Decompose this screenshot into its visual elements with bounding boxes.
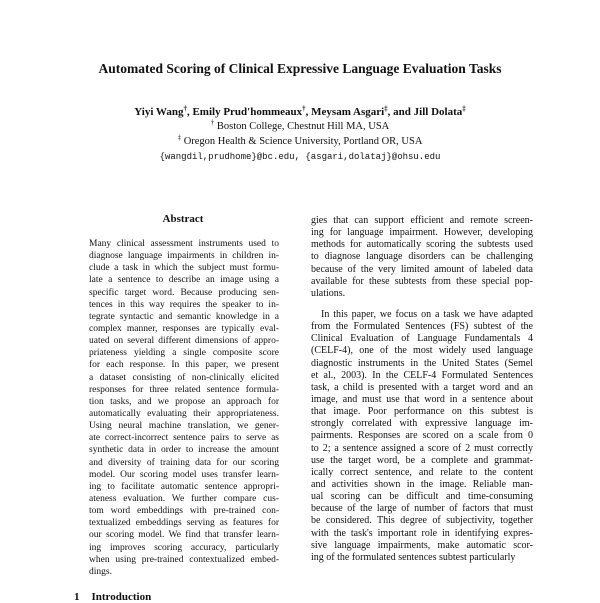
text-line: sive language impairments, make automatic scor-: [311, 539, 533, 551]
text-line: clude a task in which the subject must formu-: [89, 263, 279, 274]
text-line: because of the large of number of factors that must: [311, 503, 533, 515]
text-line: task, a child is presented with a target word and an: [311, 381, 533, 393]
abstract-heading: Abstract: [162, 213, 204, 225]
author-list: [0, 106, 600, 118]
text-line: ateness evaluation. We further compare cus-: [89, 493, 279, 504]
text-line: ual scoring can be difficult and time-consuming: [311, 491, 533, 503]
text-line: In this paper, we focus on a task we have adapted: [321, 308, 533, 320]
text-line: (CELF-4), one of the most widely used language: [311, 345, 533, 357]
introduction-continued-column: [311, 215, 533, 564]
text-line: diagnose language impairments in children in-: [89, 251, 279, 262]
text-line: textualized embeddings serving as features for: [89, 518, 279, 529]
text-line: methods for automatically scoring the subtests used: [311, 239, 533, 251]
affiliation-mark: †: [183, 104, 187, 113]
text-line: uated on several different dimensions of appro-: [89, 336, 279, 347]
text-line: pairments. Responses are scored on a scale from 0: [311, 430, 533, 442]
affiliation-boston-college: [0, 118, 600, 132]
text-line: automatically evaluating their appropriateness.: [89, 408, 279, 419]
text-line: specific target word. Because producing sen-: [89, 287, 279, 298]
affiliation-text: Oregon Health & Science University, Portland OR, USA: [181, 136, 423, 147]
affiliation-mark: ‡: [384, 104, 388, 113]
text-line: that image. Poor performance on this subtest is: [311, 406, 533, 418]
text-line: ically correct sentence, and relate to the content: [311, 466, 533, 478]
author-name: Jill Dolata: [413, 106, 463, 118]
text-line: tion tasks, and we propose an approach for: [89, 396, 279, 407]
section-heading-introduction: [74, 591, 151, 603]
text-line: a dataset consisting of non-clinically elicited: [89, 372, 279, 383]
author-name: Yiyi Wang: [134, 106, 184, 118]
text-line: priateness yielding a single composite score: [89, 348, 279, 359]
text-line: late a sentence to describe an image using a: [89, 275, 279, 286]
text-line: from the Formulated Sentences (FS) subtest of the: [311, 321, 533, 333]
text-line: Many clinical assessment instruments used to: [89, 239, 279, 249]
text-line: be considered. This degree of subjectivity, together: [311, 515, 533, 527]
text-line: strongly correlated with expressive language im-: [311, 418, 533, 430]
affiliation-mark: ‡: [462, 104, 466, 113]
text-line: image, and must use that word in a sentence about: [311, 393, 533, 405]
text-line: tegrate syntactic and semantic knowledge in a: [89, 311, 279, 322]
text-line: tom word embeddings with pre-trained con-: [89, 506, 279, 517]
section-number: 1: [74, 591, 80, 603]
text-line: ulations.: [311, 287, 346, 299]
author-emails: {wangdil,prudhome}@bc.edu, {asgari,dolataj}@ohsu.edu: [159, 152, 441, 162]
text-line: and diversity of training data for our scoring: [89, 457, 279, 468]
text-line: dings.: [89, 566, 112, 577]
author-separator: , and: [387, 106, 414, 118]
affiliation-mark: †: [302, 104, 306, 113]
author-separator: ,: [305, 106, 312, 118]
text-line: to 2; a sentence assigned a score of 2 must correctly: [311, 442, 533, 454]
author-name: Meysam Asgari: [311, 106, 385, 118]
text-line: and activities shown in the image. Reliable man-: [311, 478, 533, 490]
affiliation-mark: †: [210, 118, 215, 127]
affiliation-mark: ‡: [177, 133, 182, 142]
text-line: diagnostic instruments in the United States (Semel: [311, 357, 533, 369]
paragraph: [311, 215, 533, 300]
text-line: ing of the formulated sentences subtest particularly: [311, 551, 516, 563]
text-line: use the target word, be a complete and grammat-: [311, 454, 533, 466]
text-line: ate correct-incorrect sentence pairs to serve as: [89, 433, 279, 444]
paragraph: [311, 309, 533, 564]
text-line: et al., 2003). In the CELF-4 Formulated Sentences: [311, 369, 533, 381]
text-line: Clinical Evaluation of Language Fundamentals 4: [311, 333, 533, 345]
text-line: with the task's important role in identifying expres-: [311, 527, 533, 539]
text-line: for each response. In this paper, we present: [89, 360, 279, 371]
affiliation-text: Boston College, Chestnut Hill MA, USA: [214, 121, 390, 132]
text-line: responses for three related sentence formula-: [89, 384, 279, 395]
text-line: Using neural machine translation, we gener-: [89, 421, 279, 432]
text-line: gies that can support efficient and remote screen-: [311, 215, 533, 226]
paper-title: Automated Scoring of Clinical Expressive Language Evaluation Tasks: [98, 61, 502, 76]
text-line: when using pre-trained contextualized embed-: [89, 554, 279, 565]
author-name: Emily Prud'hommeaux: [192, 106, 303, 118]
author-separator: ,: [186, 106, 193, 118]
affiliation-ohsu: [0, 133, 600, 147]
text-line: to diagnose language disorders can be challenging: [311, 251, 533, 263]
text-line: because of the very limited amount of labeled data: [311, 263, 533, 275]
text-line: tences in this way requires the speaker to in-: [89, 299, 279, 310]
text-line: available for these subtests from these special pop-: [311, 275, 533, 287]
text-line: complex manner, responses are typically eval-: [89, 323, 279, 334]
abstract-body: [89, 238, 279, 578]
text-line: ing for language impairment. However, developing: [311, 227, 533, 239]
text-line: model. Our scoring model uses transfer learn-: [89, 469, 279, 480]
text-line: synthetic data in order to increase the amount: [89, 445, 279, 456]
text-line: our scoring model. We find that transfer learn-: [89, 530, 279, 541]
section-title: Introduction: [91, 591, 152, 603]
text-line: ing to facilitate automatic sentence appropri-: [89, 481, 279, 492]
text-line: ing improves scoring accuracy, particularly: [89, 542, 279, 553]
